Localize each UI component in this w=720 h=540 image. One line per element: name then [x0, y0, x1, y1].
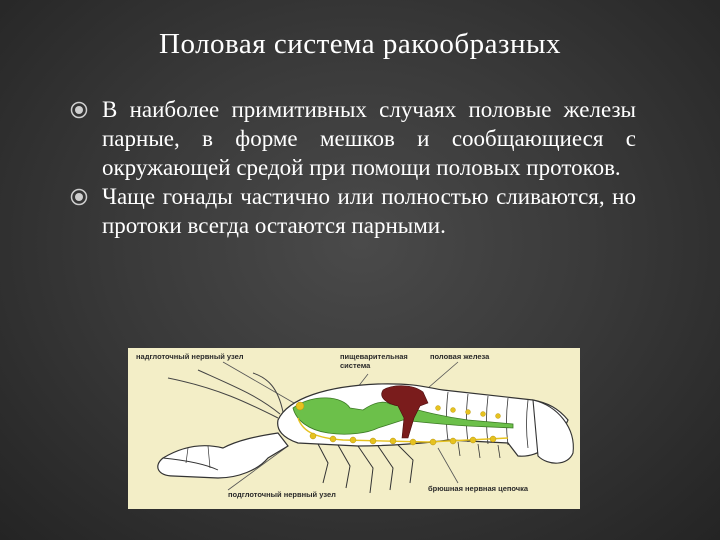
label-supraesophageal-ganglion: надглоточный нервный узел — [136, 352, 244, 361]
label-digestive-system-line1: пищеварительная — [340, 352, 408, 361]
bullet-text: Чаще гонады частично или полностью сливаются, но протоки всегда остаются парными. — [102, 184, 636, 238]
label-gonad: половая железа — [430, 352, 490, 361]
slide-title: Половая система ракообразных — [159, 28, 561, 60]
label-digestive-system-line2: система — [340, 361, 371, 370]
bullet-list — [70, 95, 636, 240]
bullet-item — [70, 95, 636, 182]
crayfish-anatomy-figure — [128, 348, 580, 509]
label-ventral-nerve-chain: брюшная нервная цепочка — [428, 484, 529, 493]
bullet-item — [70, 182, 636, 240]
label-subesophageal-ganglion: подглоточный нервный узел — [228, 490, 336, 499]
claw — [158, 433, 288, 478]
bullet-text: В наиболее примитивных случаях половые железы парные, в форме мешков и сообщающиеся с окружающей средой при помощи половых протоков. — [102, 97, 636, 180]
target-bullet-icon — [70, 101, 88, 119]
target-bullet-icon — [70, 188, 88, 206]
tail-fan — [533, 400, 573, 463]
